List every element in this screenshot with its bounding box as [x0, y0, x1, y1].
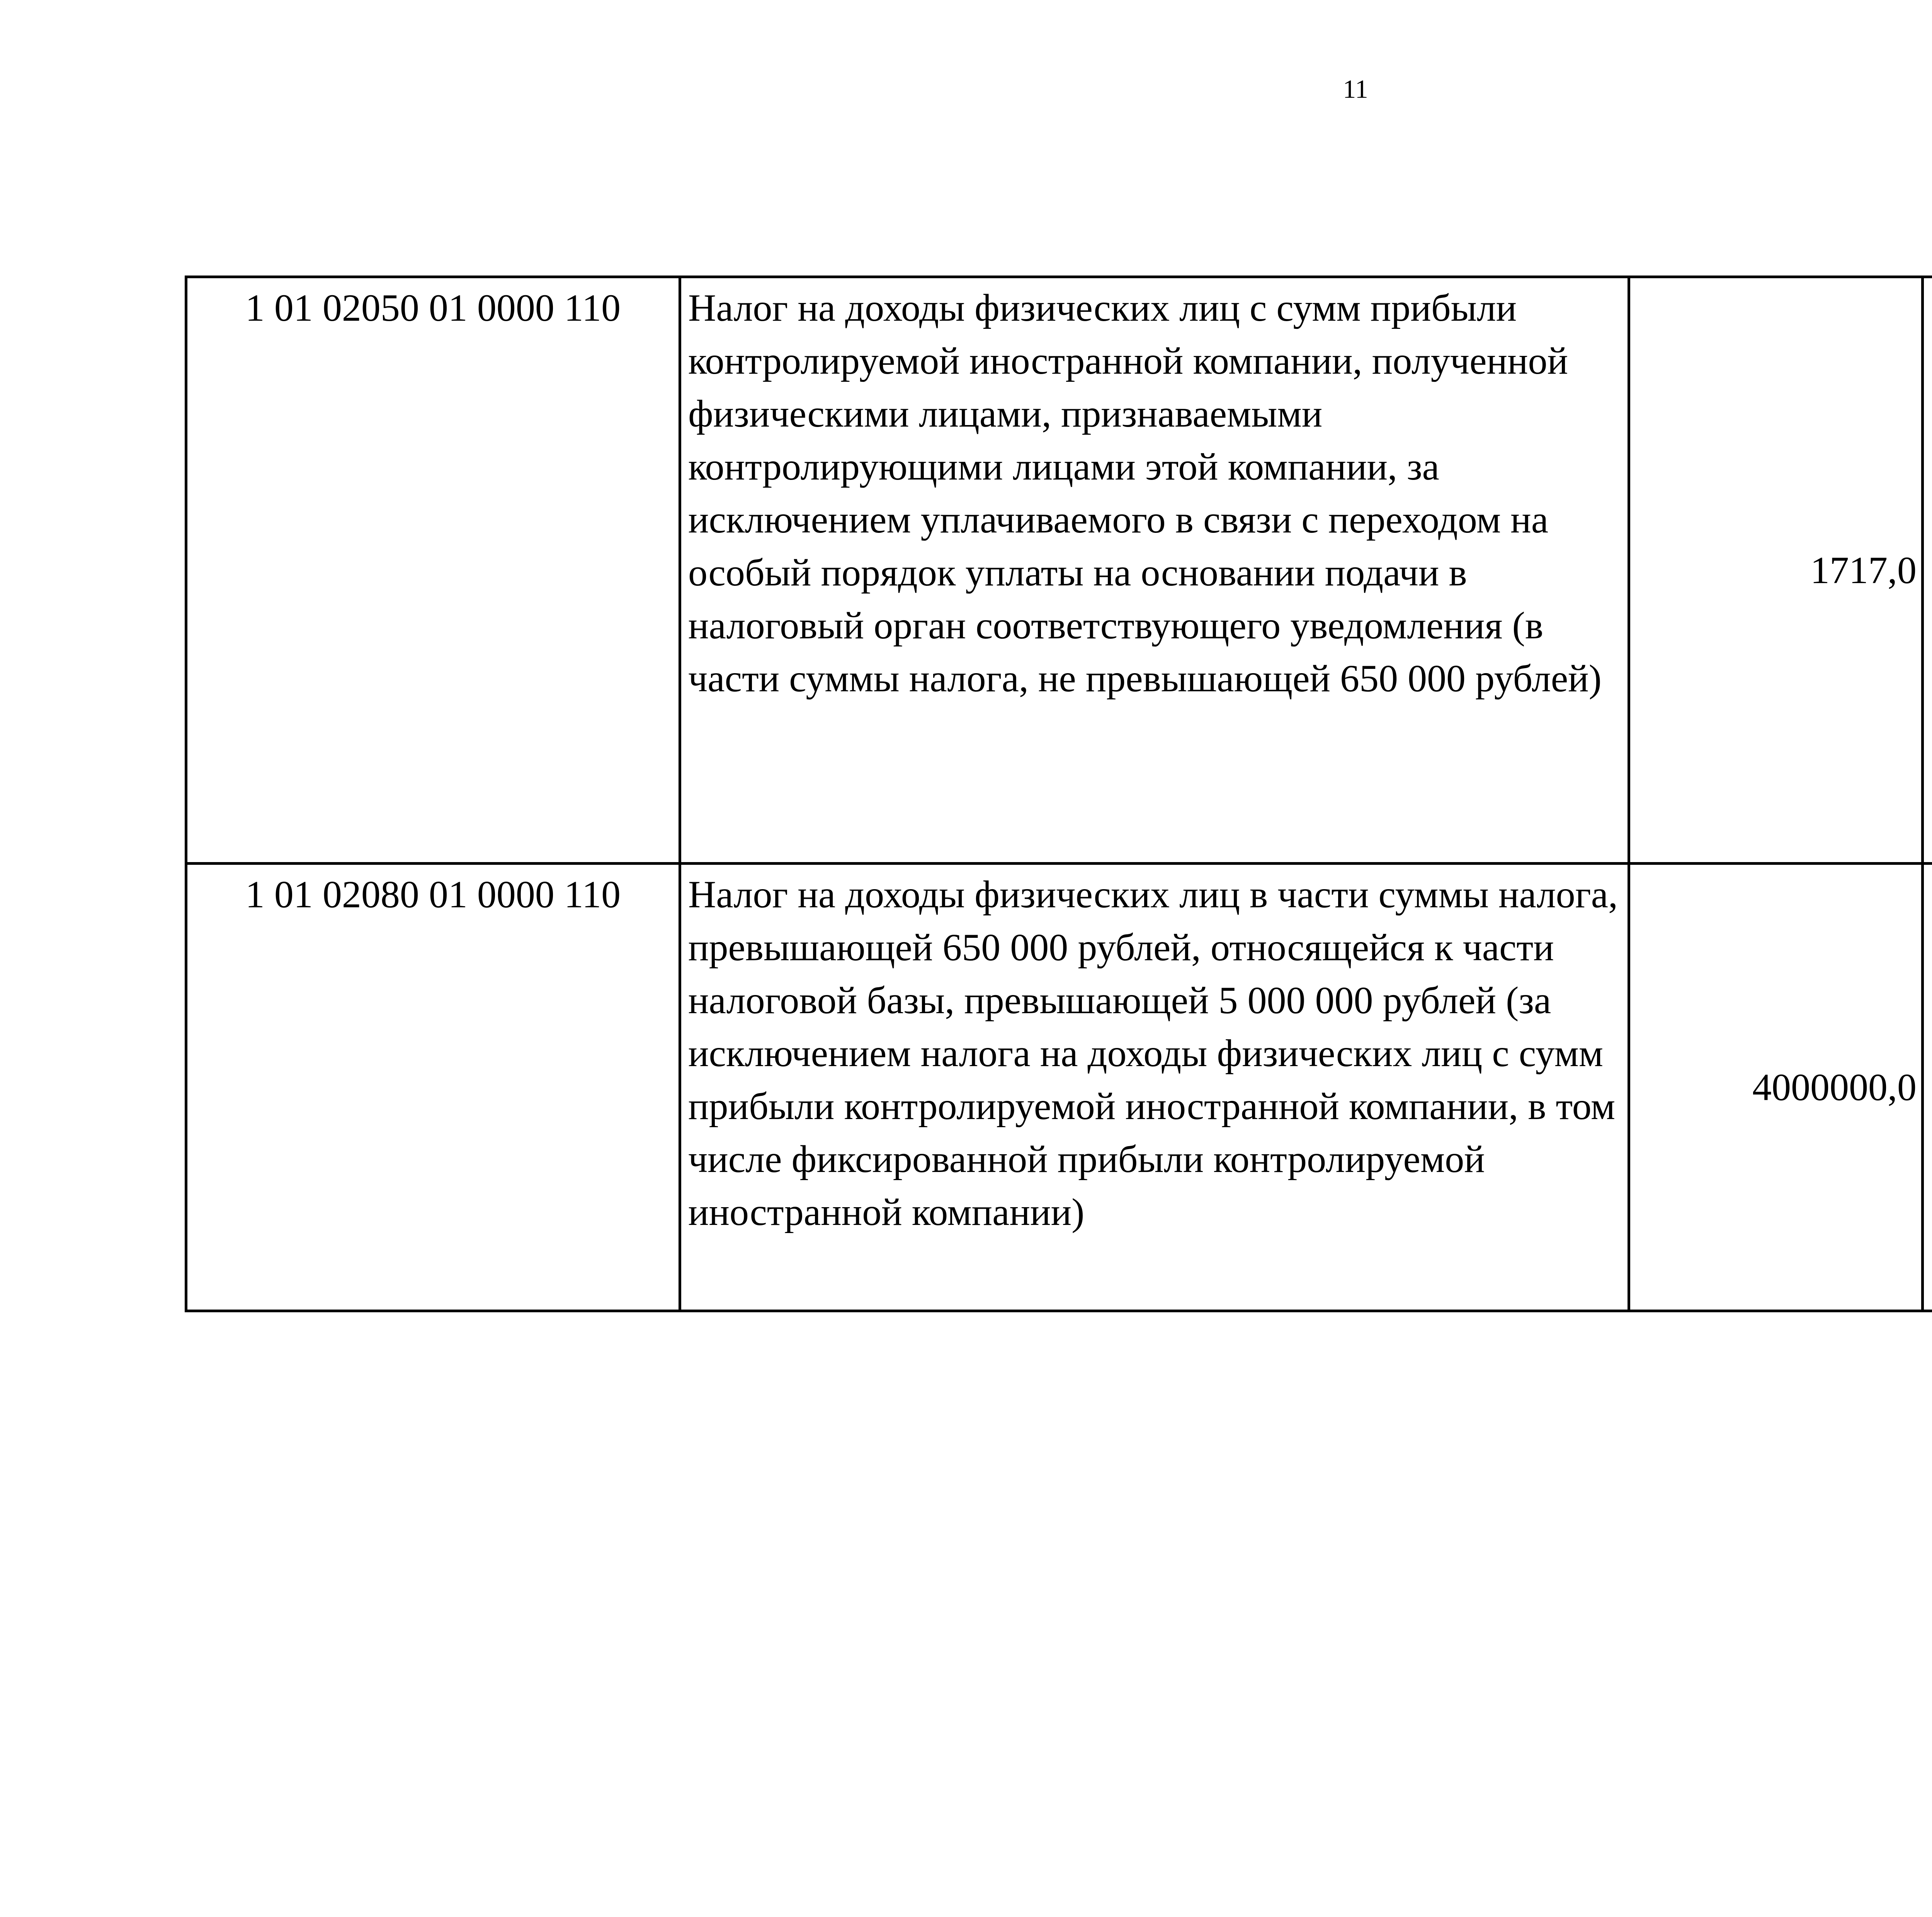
- value-cell-2: [1923, 277, 1932, 864]
- budget-code-cell: 1 01 02080 01 0000 110: [186, 864, 680, 1311]
- revenue-table: [185, 276, 1932, 1312]
- description-cell: [680, 864, 1629, 1311]
- description-cell: [680, 277, 1629, 864]
- table-row: [186, 277, 1932, 864]
- value-cell-2: [1923, 864, 1932, 1311]
- description-text: Налог на доходы физических лиц в части суммы налога, превышающей 650 000 рублей, относящейся к части налоговой базы, превышающей 5 000 000 рублей (за исключением налога на доходы физических лиц с сумм прибыли контролируемой иностранной компании, в том числе фиксированной прибыли контролируемой иностранной компании): [688, 873, 1618, 1233]
- page-number: 11: [1343, 74, 1368, 104]
- value-cell-1: 1717,0: [1629, 277, 1923, 864]
- table-row: [186, 864, 1932, 1311]
- budget-code-cell: 1 01 02050 01 0000 110: [186, 277, 680, 864]
- description-text: Налог на доходы физических лиц с сумм прибыли контролируемой иностранной компании, полученной физическими лицами, признаваемыми контролирующими лицами этой компании, за исключением уплачиваемого в связи с переходом на особый порядок уплаты на основании подачи в налоговый орган соответствующего уведомления (в части суммы налога, не превышающей 650 000 рублей): [688, 286, 1602, 700]
- value-cell-1: 4000000,0: [1629, 864, 1923, 1311]
